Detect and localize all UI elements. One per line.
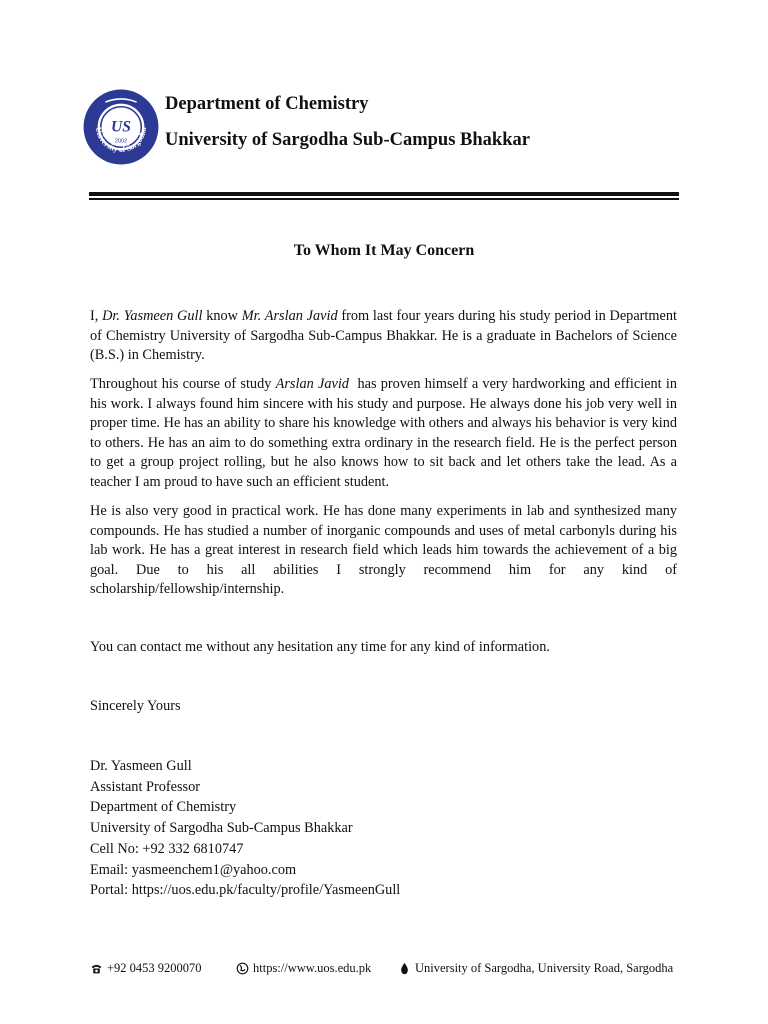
footer-website[interactable] xyxy=(236,961,371,976)
student-name-inline: Arslan Javid xyxy=(275,376,349,392)
location-drop-icon xyxy=(398,962,411,975)
footer-address xyxy=(398,961,673,976)
university-seal-icon xyxy=(82,88,160,166)
footer-address-text: University of Sargodha, University Road, Sargodha xyxy=(415,961,674,975)
footer-phone xyxy=(90,961,202,976)
seal-ring-text: University of Sargodha xyxy=(93,126,149,154)
p1-know-text: know xyxy=(202,308,242,324)
signature-portal[interactable]: Portal: https://uos.edu.pk/faculty/profile/YasmeenGull xyxy=(90,882,401,899)
university-title: University of Sargodha Sub-Campus Bhakkar xyxy=(165,130,530,150)
department-title: Department of Chemistry xyxy=(165,94,369,114)
closing-line: Sincerely Yours xyxy=(90,698,181,714)
header-divider-thick xyxy=(89,192,679,196)
p1-intro-text: I, xyxy=(90,308,103,324)
p1-rest-text: from last four years during his study period in Department of Chemistry University of Sargodha Sub-Campus Bhakkar. He is a graduate in Bachelors of Science (B.S.) in Chemistry. xyxy=(90,308,677,363)
p2-intro-text: Throughout his course of study xyxy=(90,376,276,392)
p2-rest-text: has proven himself a very hardworking and efficient in his work. I always found him sincere with his study and purpose. He always done his job very well in proper time. He has an ability to share his knowledge with others and always his behavior is very kind to others. He has an aim to do something extra ordinary in the research field. He is the perfect person to get a group project rolling, but he also knows how to sit back and let others take the lead. As a teacher I am proud to have such an efficient student. xyxy=(90,376,681,490)
signature-cell: Cell No: +92 332 6810747 xyxy=(90,840,244,857)
paragraph-practical: He is also very good in practical work. He has done many experiments in lab and synthesized many compounds. He has studied a number of inorganic compounds and uses of metal carbonyls during his lab work. He has a great interest in research field which leads him towards the achievement of a big goal. Due to his all abilities I strongly recommend him for any kind of scholarship/fellowship/internship. xyxy=(90,503,677,597)
phone-icon xyxy=(90,962,103,975)
paragraph-character xyxy=(90,375,681,492)
seal-year: 2002 xyxy=(114,138,128,145)
footer-phone-text: +92 0453 9200070 xyxy=(107,961,202,975)
signature-campus: University of Sargodha Sub-Campus Bhakkar xyxy=(90,820,353,837)
paragraph-intro xyxy=(90,307,677,366)
signature-title: Assistant Professor xyxy=(90,778,201,795)
letter-subject: To Whom It May Concern xyxy=(293,242,475,259)
author-name: Dr. Yasmeen Gull xyxy=(102,308,203,324)
footer-website-text[interactable]: https://www.uos.edu.pk xyxy=(253,961,372,975)
contact-line: You can contact me without any hesitation any time for any kind of information. xyxy=(90,639,550,655)
seal-initials: US xyxy=(111,118,131,136)
student-name: Mr. Arslan Javid xyxy=(241,308,338,324)
header-divider-thin xyxy=(89,198,679,200)
signature-name: Dr. Yasmeen Gull xyxy=(90,758,192,774)
web-icon xyxy=(236,962,249,975)
signature-block xyxy=(90,756,400,901)
signature-email[interactable]: Email: yasmeenchem1@yahoo.com xyxy=(90,861,297,878)
signature-department: Department of Chemistry xyxy=(90,799,237,816)
